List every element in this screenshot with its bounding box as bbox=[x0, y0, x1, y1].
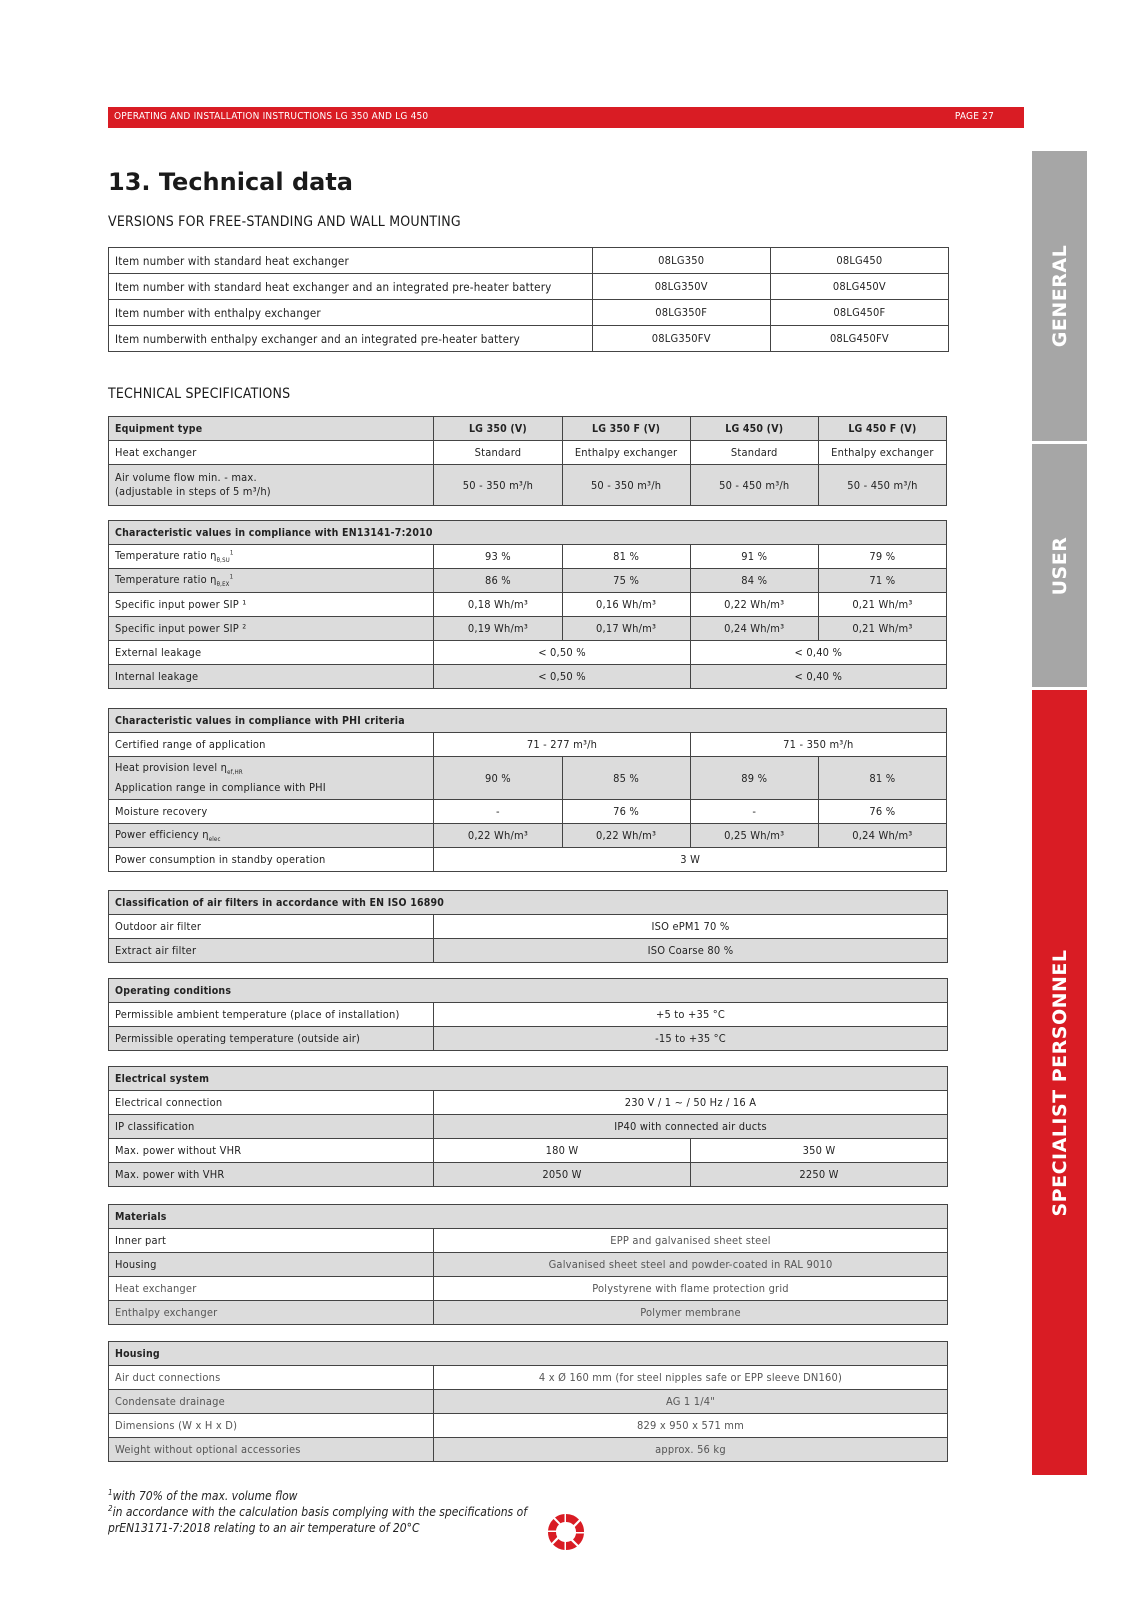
row-label bbox=[109, 569, 434, 593]
section-header: Electrical system bbox=[109, 1067, 948, 1091]
table-header-row bbox=[109, 891, 948, 915]
footnote-number: 2 bbox=[108, 1504, 113, 1513]
cell: 829 x 950 x 571 mm bbox=[434, 1414, 948, 1438]
version-value: 08LG450 bbox=[770, 248, 948, 274]
table-row bbox=[109, 733, 947, 757]
row-label: Max. power without VHR bbox=[109, 1139, 434, 1163]
row-label bbox=[109, 757, 434, 800]
cell: -15 to +35 °C bbox=[434, 1027, 948, 1051]
tab-general-label: GENERAL bbox=[1048, 244, 1071, 348]
section-header: Housing bbox=[109, 1342, 948, 1366]
table-row bbox=[109, 665, 947, 689]
air-volume-label: Air volume flow min. - max. bbox=[115, 471, 257, 484]
version-value: 08LG350F bbox=[592, 300, 770, 326]
table-row bbox=[109, 617, 947, 641]
cell: 0,16 Wh/m³ bbox=[562, 593, 690, 617]
table-row bbox=[109, 1366, 948, 1390]
table-row bbox=[109, 1003, 948, 1027]
row-label: Dimensions (W x H x D) bbox=[109, 1414, 434, 1438]
table-row bbox=[109, 1414, 948, 1438]
table-row bbox=[109, 1277, 948, 1301]
document-title: OPERATING AND INSTALLATION INSTRUCTIONS LG 350 AND LG 450 bbox=[114, 111, 429, 122]
version-label: Item numberwith enthalpy exchanger and an integrated pre-heater battery bbox=[109, 326, 593, 352]
cell: 3 W bbox=[434, 848, 947, 872]
table-header-row bbox=[109, 417, 947, 441]
section-header: Characteristic values in compliance with PHI criteria bbox=[109, 709, 947, 733]
table-row bbox=[109, 593, 947, 617]
air-volume-note: (adjustable in steps of 5 m³/h) bbox=[115, 485, 271, 498]
row-label: Specific input power SIP ² bbox=[109, 617, 434, 641]
heat-provision-label: Heat provision level η bbox=[115, 761, 228, 775]
cell: 0,18 Wh/m³ bbox=[434, 593, 562, 617]
tab-specialist-label: SPECIALIST PERSONNEL bbox=[1048, 948, 1071, 1217]
temp-su-label: Temperature ratio η bbox=[115, 548, 217, 562]
equipment-table bbox=[108, 416, 947, 506]
cell: Enthalpy exchanger bbox=[818, 441, 946, 465]
housing-table bbox=[108, 1341, 948, 1462]
cell: 0,22 Wh/m³ bbox=[690, 593, 818, 617]
version-label: Item number with enthalpy exchanger bbox=[109, 300, 593, 326]
cell: 350 W bbox=[691, 1139, 948, 1163]
row-label: Max. power with VHR bbox=[109, 1163, 434, 1187]
row-label: Internal leakage bbox=[109, 665, 434, 689]
version-value: 08LG450FV bbox=[770, 326, 948, 352]
row-label: External leakage bbox=[109, 641, 434, 665]
tab-user-label: USER bbox=[1048, 536, 1071, 595]
cell: 76 % bbox=[562, 800, 690, 824]
footnote-2: in accordance with the calculation basis complying with the specifications of bbox=[112, 1505, 527, 1519]
row-label bbox=[109, 545, 434, 569]
cell: 81 % bbox=[562, 545, 690, 569]
row-label: Outdoor air filter bbox=[109, 915, 434, 939]
cell: 76 % bbox=[818, 800, 946, 824]
temp-su-sub: θ,SU bbox=[216, 557, 230, 565]
phi-table bbox=[108, 708, 947, 872]
footnotes bbox=[108, 1488, 527, 1536]
table-row bbox=[109, 939, 948, 963]
cell: 71 % bbox=[818, 569, 946, 593]
cell: 0,22 Wh/m³ bbox=[562, 824, 690, 848]
row-label: Enthalpy exchanger bbox=[109, 1301, 434, 1325]
cell: < 0,40 % bbox=[690, 641, 946, 665]
cell: 0,25 Wh/m³ bbox=[690, 824, 818, 848]
power-efficiency-label: Power efficiency η bbox=[115, 827, 209, 841]
model-header: LG 450 F (V) bbox=[818, 417, 946, 441]
specs-title: TECHNICAL SPECIFICATIONS bbox=[108, 386, 291, 402]
cell: 0,24 Wh/m³ bbox=[818, 824, 946, 848]
table-row bbox=[109, 274, 949, 300]
cell: 79 % bbox=[818, 545, 946, 569]
cell: 84 % bbox=[690, 569, 818, 593]
power-efficiency-sub: elec bbox=[208, 836, 221, 844]
row-label: Air duct connections bbox=[109, 1366, 434, 1390]
cell: EPP and galvanised sheet steel bbox=[434, 1229, 948, 1253]
versions-title: VERSIONS FOR FREE-STANDING AND WALL MOUNTING bbox=[108, 214, 461, 230]
cell: IP40 with connected air ducts bbox=[434, 1115, 948, 1139]
cell: < 0,50 % bbox=[434, 665, 690, 689]
cell: 230 V / 1 ~ / 50 Hz / 16 A bbox=[434, 1091, 948, 1115]
cell: - bbox=[690, 800, 818, 824]
cell: 91 % bbox=[690, 545, 818, 569]
electrical-table bbox=[108, 1066, 948, 1187]
cell: 93 % bbox=[434, 545, 562, 569]
table-row bbox=[109, 1139, 948, 1163]
materials-table bbox=[108, 1204, 948, 1325]
table-row bbox=[109, 1091, 948, 1115]
table-row bbox=[109, 1301, 948, 1325]
cell: 50 - 350 m³/h bbox=[434, 465, 562, 506]
row-label: Extract air filter bbox=[109, 939, 434, 963]
row-label: Condensate drainage bbox=[109, 1390, 434, 1414]
cell: - bbox=[434, 800, 562, 824]
table-row bbox=[109, 915, 948, 939]
version-label: Item number with standard heat exchanger and an integrated pre-heater battery bbox=[109, 274, 593, 300]
heat-provision-sub: ef,HR bbox=[227, 769, 243, 777]
model-header: LG 350 (V) bbox=[434, 417, 562, 441]
cell: +5 to +35 °C bbox=[434, 1003, 948, 1027]
page-number: PAGE 27 bbox=[954, 111, 994, 122]
cell: 89 % bbox=[690, 757, 818, 800]
cell: 0,22 Wh/m³ bbox=[434, 824, 562, 848]
table-row bbox=[109, 569, 947, 593]
version-value: 08LG350V bbox=[592, 274, 770, 300]
cell: 86 % bbox=[434, 569, 562, 593]
section-header: Operating conditions bbox=[109, 979, 948, 1003]
brand-logo-icon bbox=[546, 1512, 586, 1552]
footnote-number: 1 bbox=[108, 1488, 113, 1497]
table-row bbox=[109, 441, 947, 465]
table-row bbox=[109, 757, 947, 800]
row-label: Permissible ambient temperature (place of installation) bbox=[109, 1003, 434, 1027]
cell: Standard bbox=[690, 441, 818, 465]
temp-ex-sub: θ,EX bbox=[216, 581, 230, 589]
table-header-row bbox=[109, 1342, 948, 1366]
cell: 81 % bbox=[818, 757, 946, 800]
footnote-ref: 1 bbox=[229, 573, 234, 581]
en13141-table bbox=[108, 520, 947, 689]
table-row bbox=[109, 326, 949, 352]
table-row bbox=[109, 545, 947, 569]
table-row bbox=[109, 1163, 948, 1187]
table-header-row bbox=[109, 979, 948, 1003]
table-header-row bbox=[109, 521, 947, 545]
row-label bbox=[109, 824, 434, 848]
page-title: 13. Technical data bbox=[108, 168, 354, 196]
version-value: 08LG350FV bbox=[592, 326, 770, 352]
tab-user[interactable] bbox=[1032, 444, 1087, 687]
cell: AG 1 1/4" bbox=[434, 1390, 948, 1414]
table-row bbox=[109, 848, 947, 872]
table-row bbox=[109, 641, 947, 665]
cell: 85 % bbox=[562, 757, 690, 800]
row-label: Power consumption in standby operation bbox=[109, 848, 434, 872]
row-label: Weight without optional accessories bbox=[109, 1438, 434, 1462]
cell: ISO ePM1 70 % bbox=[434, 915, 948, 939]
cell: < 0,50 % bbox=[434, 641, 690, 665]
row-label: Inner part bbox=[109, 1229, 434, 1253]
cell: 2250 W bbox=[691, 1163, 948, 1187]
cell: approx. 56 kg bbox=[434, 1438, 948, 1462]
model-header: LG 350 F (V) bbox=[562, 417, 690, 441]
section-header: Materials bbox=[109, 1205, 948, 1229]
footnote-2-cont: prEN13171-7:2018 relating to an air temperature of 20°C bbox=[108, 1521, 420, 1535]
table-row bbox=[109, 1027, 948, 1051]
version-label: Item number with standard heat exchanger bbox=[109, 248, 593, 274]
cell: 50 - 450 m³/h bbox=[690, 465, 818, 506]
row-label bbox=[109, 465, 434, 506]
cell: ISO Coarse 80 % bbox=[434, 939, 948, 963]
cell: Polymer membrane bbox=[434, 1301, 948, 1325]
table-row bbox=[109, 1390, 948, 1414]
footnote-ref: 1 bbox=[229, 549, 234, 557]
table-header-row bbox=[109, 1067, 948, 1091]
cell: 0,19 Wh/m³ bbox=[434, 617, 562, 641]
version-value: 08LG350 bbox=[592, 248, 770, 274]
cell: 2050 W bbox=[434, 1163, 691, 1187]
cell: 50 - 450 m³/h bbox=[818, 465, 946, 506]
table-row bbox=[109, 824, 947, 848]
table-row bbox=[109, 465, 947, 506]
table-row bbox=[109, 1229, 948, 1253]
cell: Galvanised sheet steel and powder-coated in RAL 9010 bbox=[434, 1253, 948, 1277]
tab-specialist-personnel[interactable] bbox=[1032, 690, 1087, 1475]
row-label: Specific input power SIP ¹ bbox=[109, 593, 434, 617]
row-label: Permissible operating temperature (outside air) bbox=[109, 1027, 434, 1051]
row-label: Electrical connection bbox=[109, 1091, 434, 1115]
row-label: Heat exchanger bbox=[109, 1277, 434, 1301]
table-row bbox=[109, 1115, 948, 1139]
table-row bbox=[109, 300, 949, 326]
cell: 4 x Ø 160 mm (for steel nipples safe or EPP sleeve DN160) bbox=[434, 1366, 948, 1390]
operating-table bbox=[108, 978, 948, 1051]
row-label: Moisture recovery bbox=[109, 800, 434, 824]
row-label: IP classification bbox=[109, 1115, 434, 1139]
cell: 0,21 Wh/m³ bbox=[818, 617, 946, 641]
version-value: 08LG450F bbox=[770, 300, 948, 326]
equipment-type-header: Equipment type bbox=[109, 417, 434, 441]
cell: 0,17 Wh/m³ bbox=[562, 617, 690, 641]
heat-provision-note: Application range in compliance with PHI bbox=[115, 780, 326, 794]
row-label: Heat exchanger bbox=[109, 441, 434, 465]
table-header-row bbox=[109, 709, 947, 733]
table-row bbox=[109, 1253, 948, 1277]
cell: Enthalpy exchanger bbox=[562, 441, 690, 465]
cell: Polystyrene with flame protection grid bbox=[434, 1277, 948, 1301]
cell: 75 % bbox=[562, 569, 690, 593]
version-value: 08LG450V bbox=[770, 274, 948, 300]
cell: Standard bbox=[434, 441, 562, 465]
model-header: LG 450 (V) bbox=[690, 417, 818, 441]
versions-table bbox=[108, 247, 949, 352]
section-header: Classification of air filters in accordance with EN ISO 16890 bbox=[109, 891, 948, 915]
cell: < 0,40 % bbox=[690, 665, 946, 689]
tab-general[interactable] bbox=[1032, 151, 1087, 441]
filters-table bbox=[108, 890, 948, 963]
table-row bbox=[109, 800, 947, 824]
row-label: Housing bbox=[109, 1253, 434, 1277]
table-row bbox=[109, 1438, 948, 1462]
cell: 71 - 350 m³/h bbox=[690, 733, 946, 757]
table-row bbox=[109, 248, 949, 274]
row-label: Certified range of application bbox=[109, 733, 434, 757]
cell: 71 - 277 m³/h bbox=[434, 733, 690, 757]
footnote-1: with 70% of the max. volume flow bbox=[112, 1489, 298, 1503]
section-header: Characteristic values in compliance with EN13141-7:2010 bbox=[109, 521, 947, 545]
cell: 50 - 350 m³/h bbox=[562, 465, 690, 506]
temp-ex-label: Temperature ratio η bbox=[115, 572, 217, 586]
cell: 180 W bbox=[434, 1139, 691, 1163]
cell: 0,21 Wh/m³ bbox=[818, 593, 946, 617]
header-bar bbox=[108, 107, 1024, 128]
table-header-row bbox=[109, 1205, 948, 1229]
cell: 90 % bbox=[434, 757, 562, 800]
cell: 0,24 Wh/m³ bbox=[690, 617, 818, 641]
